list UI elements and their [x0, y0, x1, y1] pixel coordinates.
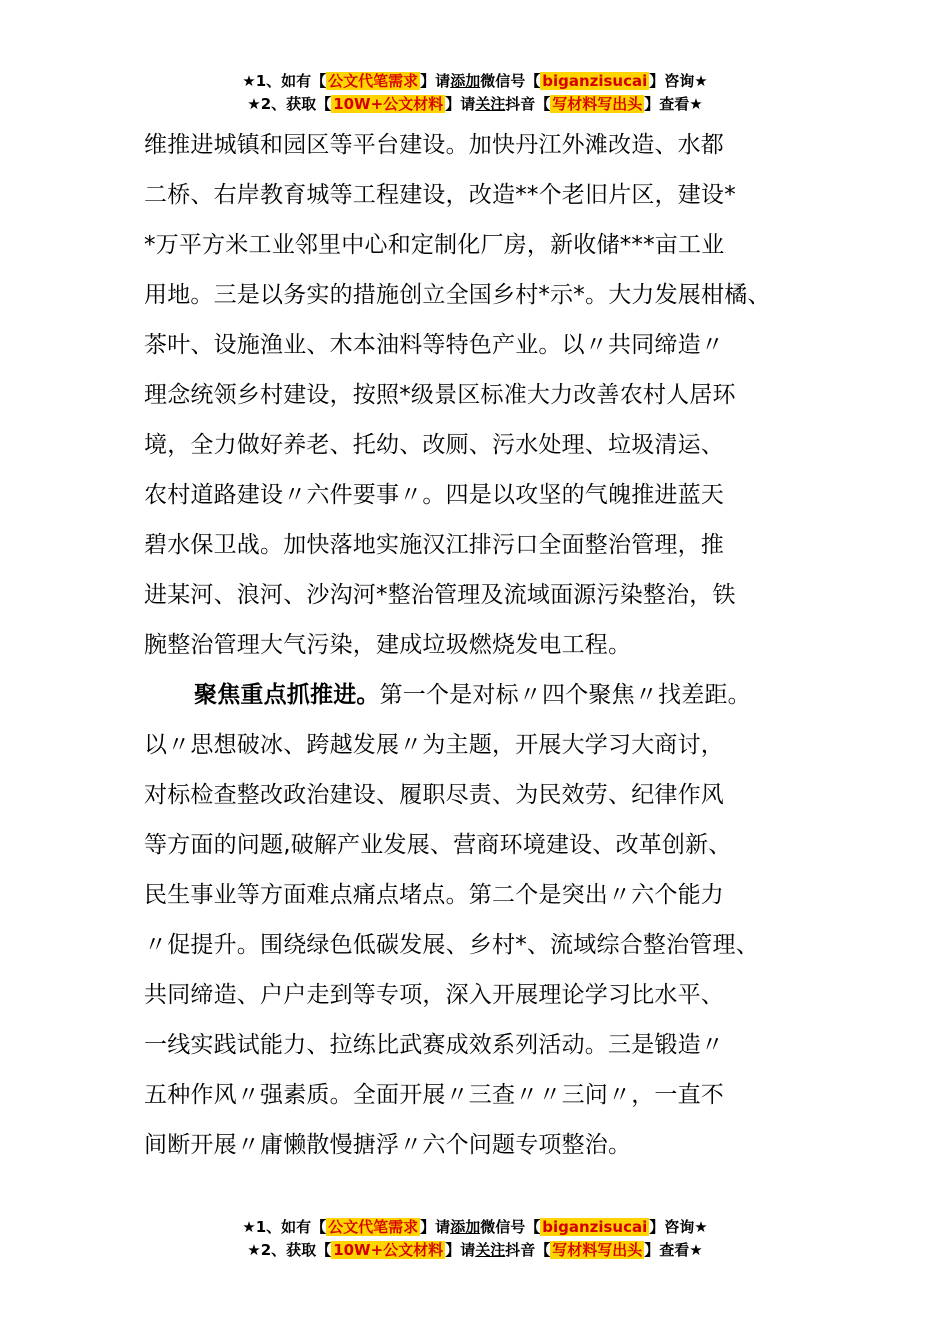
banner-text: ★1、如有【 — [242, 1218, 327, 1236]
banner-highlight: 公文代笔需求 — [328, 1218, 419, 1236]
banner-underlined: 添加 — [450, 1218, 481, 1236]
text-line: 间断开展〃庸懒散慢搪浮〃六个问题专项整治。 — [144, 1132, 632, 1158]
paragraph-1 — [144, 120, 824, 670]
banner-text: 】请 — [445, 95, 476, 113]
text-line: 共同缔造、户户走到等专项，深入开展理论学习比水平、 — [144, 982, 724, 1008]
text-line: *万平方米工业邻里中心和定制化厂房，新收储***亩工业 — [144, 232, 725, 258]
text-line: 茶叶、设施渔业、木本油料等特色产业。以〃共同缔造〃 — [144, 332, 724, 358]
banner-text: ★2、获取【 — [247, 95, 332, 113]
banner-text: 抖音【 — [505, 95, 551, 113]
text-line: 碧水保卫战。加快落地实施汉江排污口全面整治管理，推 — [144, 532, 724, 558]
text-run: 第一个是对标〃四个聚焦〃找差距。 — [379, 682, 751, 708]
banner-text: 微信号【 — [480, 72, 541, 90]
text-line: 五种作风〃强素质。全面开展〃三查〃〃三问〃，一直不 — [144, 1082, 724, 1108]
paragraph-lead: 聚焦重点抓推进。 — [194, 682, 380, 708]
text-line: 理念统领乡村建设，按照*级景区标准大力改善农村人居环 — [144, 382, 736, 408]
text-line: 以〃思想破冰、跨越发展〃为主题，开展大学习大商讨， — [144, 732, 724, 758]
text-line: 进某河、浪河、沙沟河*整治管理及流域面源污染整治，铁 — [144, 582, 736, 608]
banner-text: 】咨询★ — [649, 72, 708, 90]
banner-underlined: 关注 — [475, 95, 506, 113]
text-line: 二桥、右岸教育城等工程建设，改造**个老旧片区，建设* — [144, 182, 736, 208]
banner-text: 微信号【 — [480, 1218, 541, 1236]
text-line: 维推进城镇和园区等平台建设。加快丹江外滩改造、水都 — [144, 132, 724, 158]
banner-line-1 — [0, 1216, 950, 1239]
text-line: 民生事业等方面难点痛点堵点。第二个是突出〃六个能力 — [144, 882, 724, 908]
banner-highlight: 公文代笔需求 — [328, 72, 419, 90]
banner-douyin-name: 写材料写出头 — [552, 1241, 643, 1259]
banner-wechat-id: biganzisucai — [542, 72, 648, 90]
banner-text: ★2、获取【 — [247, 1241, 332, 1259]
document-body — [144, 120, 824, 1170]
text-line-first — [144, 670, 824, 720]
text-line: 用地。三是以务实的措施创立全国乡村*示*。大力发展柑橘、 — [144, 282, 771, 308]
text-line: 等方面的问题,破解产业发展、营商环境建设、改革创新、 — [144, 832, 732, 858]
banner-text: ★1、如有【 — [242, 72, 327, 90]
banner-text: 】请 — [420, 72, 451, 90]
banner-text: 】查看★ — [644, 95, 703, 113]
banner-text: 】查看★ — [644, 1241, 703, 1259]
text-line: 腕整治管理大气污染，建成垃圾燃烧发电工程。 — [144, 632, 632, 658]
header-banner — [0, 70, 950, 116]
banner-text: 抖音【 — [505, 1241, 551, 1259]
footer-banner — [0, 1216, 950, 1262]
banner-underlined: 添加 — [450, 72, 481, 90]
banner-line-2 — [0, 93, 950, 116]
text-line: 农村道路建设〃六件要事〃。四是以攻坚的气魄推进蓝天 — [144, 482, 724, 508]
text-line: 〃促提升。围绕绿色低碳发展、乡村*、流域综合整治管理、 — [144, 932, 759, 958]
banner-underlined: 关注 — [475, 1241, 506, 1259]
banner-text: 】请 — [445, 1241, 476, 1259]
banner-wechat-id: biganzisucai — [542, 1218, 648, 1236]
banner-text: 】请 — [420, 1218, 451, 1236]
text-line: 对标检查整改政治建设、履职尽责、为民效劳、纪律作风 — [144, 782, 724, 808]
banner-douyin-name: 写材料写出头 — [552, 95, 643, 113]
text-line: 一线实践试能力、拉练比武赛成效系列活动。三是锻造〃 — [144, 1032, 724, 1058]
banner-highlight: 10W+公文材料 — [333, 1241, 444, 1259]
text-line: 境，全力做好养老、托幼、改厕、污水处理、垃圾清运、 — [144, 432, 724, 458]
banner-line-1 — [0, 70, 950, 93]
paragraph-2 — [144, 670, 824, 1170]
banner-line-2 — [0, 1239, 950, 1262]
banner-highlight: 10W+公文材料 — [333, 95, 444, 113]
banner-text: 】咨询★ — [649, 1218, 708, 1236]
